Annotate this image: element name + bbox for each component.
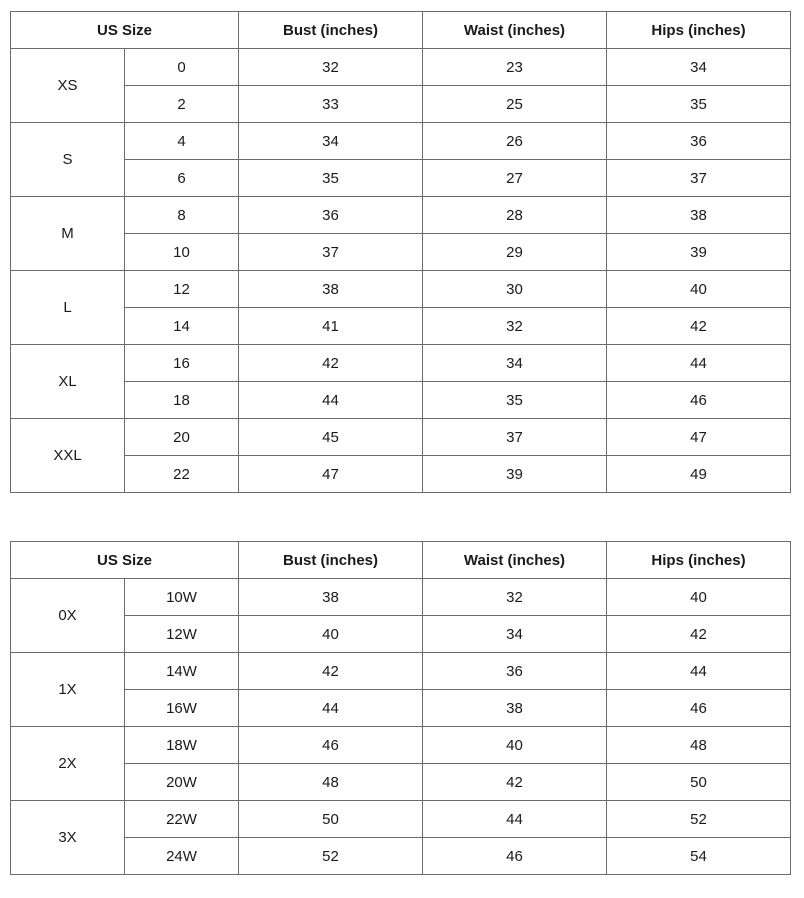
hips-cell: 52 — [607, 801, 791, 838]
hips-cell: 34 — [607, 49, 791, 86]
hips-header: Hips (inches) — [607, 542, 791, 579]
hips-cell: 46 — [607, 690, 791, 727]
waist-cell: 37 — [423, 419, 607, 456]
bust-cell: 44 — [239, 690, 423, 727]
waist-cell: 35 — [423, 382, 607, 419]
bust-cell: 38 — [239, 579, 423, 616]
header-row — [11, 12, 791, 49]
hips-cell: 49 — [607, 456, 791, 493]
table-row — [11, 764, 791, 801]
hips-cell: 38 — [607, 197, 791, 234]
waist-cell: 36 — [423, 653, 607, 690]
us-size-cell: 2 — [125, 86, 239, 123]
waist-cell: 28 — [423, 197, 607, 234]
table-row — [11, 419, 791, 456]
bust-cell: 35 — [239, 160, 423, 197]
size-letter-cell: L — [11, 271, 125, 345]
hips-cell: 42 — [607, 616, 791, 653]
hips-cell: 46 — [607, 382, 791, 419]
header-row — [11, 542, 791, 579]
table-row — [11, 123, 791, 160]
size-letter-cell: 2X — [11, 727, 125, 801]
size-letter-cell: XXL — [11, 419, 125, 493]
table-row — [11, 727, 791, 764]
waist-cell: 34 — [423, 616, 607, 653]
bust-cell: 40 — [239, 616, 423, 653]
bust-cell: 50 — [239, 801, 423, 838]
hips-cell: 40 — [607, 579, 791, 616]
us-size-cell: 22 — [125, 456, 239, 493]
waist-cell: 23 — [423, 49, 607, 86]
table-row — [11, 456, 791, 493]
table-row — [11, 345, 791, 382]
hips-cell: 44 — [607, 345, 791, 382]
size-chart-regular — [10, 11, 791, 493]
hips-cell: 44 — [607, 653, 791, 690]
size-letter-cell: M — [11, 197, 125, 271]
us-size-cell: 24W — [125, 838, 239, 875]
waist-cell: 32 — [423, 308, 607, 345]
waist-cell: 34 — [423, 345, 607, 382]
table-row — [11, 86, 791, 123]
table-row — [11, 690, 791, 727]
waist-cell: 44 — [423, 801, 607, 838]
bust-cell: 36 — [239, 197, 423, 234]
hips-cell: 36 — [607, 123, 791, 160]
us-size-cell: 20 — [125, 419, 239, 456]
size-letter-cell: 3X — [11, 801, 125, 875]
us-size-cell: 12 — [125, 271, 239, 308]
bust-cell: 45 — [239, 419, 423, 456]
bust-cell: 52 — [239, 838, 423, 875]
waist-cell: 39 — [423, 456, 607, 493]
table-row — [11, 160, 791, 197]
hips-cell: 48 — [607, 727, 791, 764]
bust-cell: 47 — [239, 456, 423, 493]
size-letter-cell: 0X — [11, 579, 125, 653]
us-size-cell: 16W — [125, 690, 239, 727]
size-letter-cell: 1X — [11, 653, 125, 727]
hips-cell: 35 — [607, 86, 791, 123]
us-size-cell: 12W — [125, 616, 239, 653]
waist-header: Waist (inches) — [423, 542, 607, 579]
table-row — [11, 308, 791, 345]
us-size-cell: 22W — [125, 801, 239, 838]
bust-header: Bust (inches) — [239, 542, 423, 579]
waist-cell: 25 — [423, 86, 607, 123]
waist-cell: 30 — [423, 271, 607, 308]
hips-cell: 37 — [607, 160, 791, 197]
table-row — [11, 616, 791, 653]
us-size-cell: 18W — [125, 727, 239, 764]
table-row — [11, 838, 791, 875]
hips-cell: 42 — [607, 308, 791, 345]
us-size-cell: 10W — [125, 579, 239, 616]
bust-cell: 48 — [239, 764, 423, 801]
bust-cell: 41 — [239, 308, 423, 345]
us-size-header: US Size — [11, 12, 239, 49]
hips-cell: 39 — [607, 234, 791, 271]
table-row — [11, 234, 791, 271]
bust-cell: 44 — [239, 382, 423, 419]
bust-cell: 32 — [239, 49, 423, 86]
bust-cell: 42 — [239, 345, 423, 382]
size-letter-cell: XL — [11, 345, 125, 419]
hips-cell: 50 — [607, 764, 791, 801]
waist-cell: 42 — [423, 764, 607, 801]
waist-cell: 40 — [423, 727, 607, 764]
waist-cell: 32 — [423, 579, 607, 616]
bust-header: Bust (inches) — [239, 12, 423, 49]
waist-cell: 26 — [423, 123, 607, 160]
waist-cell: 46 — [423, 838, 607, 875]
size-letter-cell: XS — [11, 49, 125, 123]
us-size-cell: 8 — [125, 197, 239, 234]
table-row — [11, 197, 791, 234]
bust-cell: 38 — [239, 271, 423, 308]
us-size-cell: 4 — [125, 123, 239, 160]
size-letter-cell: S — [11, 123, 125, 197]
bust-cell: 34 — [239, 123, 423, 160]
table-row — [11, 653, 791, 690]
us-size-cell: 20W — [125, 764, 239, 801]
bust-cell: 42 — [239, 653, 423, 690]
us-size-cell: 0 — [125, 49, 239, 86]
us-size-header: US Size — [11, 542, 239, 579]
waist-cell: 29 — [423, 234, 607, 271]
table-row — [11, 801, 791, 838]
us-size-cell: 16 — [125, 345, 239, 382]
waist-cell: 38 — [423, 690, 607, 727]
us-size-cell: 18 — [125, 382, 239, 419]
table-row — [11, 579, 791, 616]
size-chart-plus — [10, 541, 791, 875]
us-size-cell: 14W — [125, 653, 239, 690]
bust-cell: 33 — [239, 86, 423, 123]
us-size-cell: 6 — [125, 160, 239, 197]
bust-cell: 46 — [239, 727, 423, 764]
waist-cell: 27 — [423, 160, 607, 197]
us-size-cell: 10 — [125, 234, 239, 271]
hips-header: Hips (inches) — [607, 12, 791, 49]
bust-cell: 37 — [239, 234, 423, 271]
hips-cell: 47 — [607, 419, 791, 456]
waist-header: Waist (inches) — [423, 12, 607, 49]
table-row — [11, 49, 791, 86]
us-size-cell: 14 — [125, 308, 239, 345]
hips-cell: 40 — [607, 271, 791, 308]
hips-cell: 54 — [607, 838, 791, 875]
table-row — [11, 382, 791, 419]
table-row — [11, 271, 791, 308]
